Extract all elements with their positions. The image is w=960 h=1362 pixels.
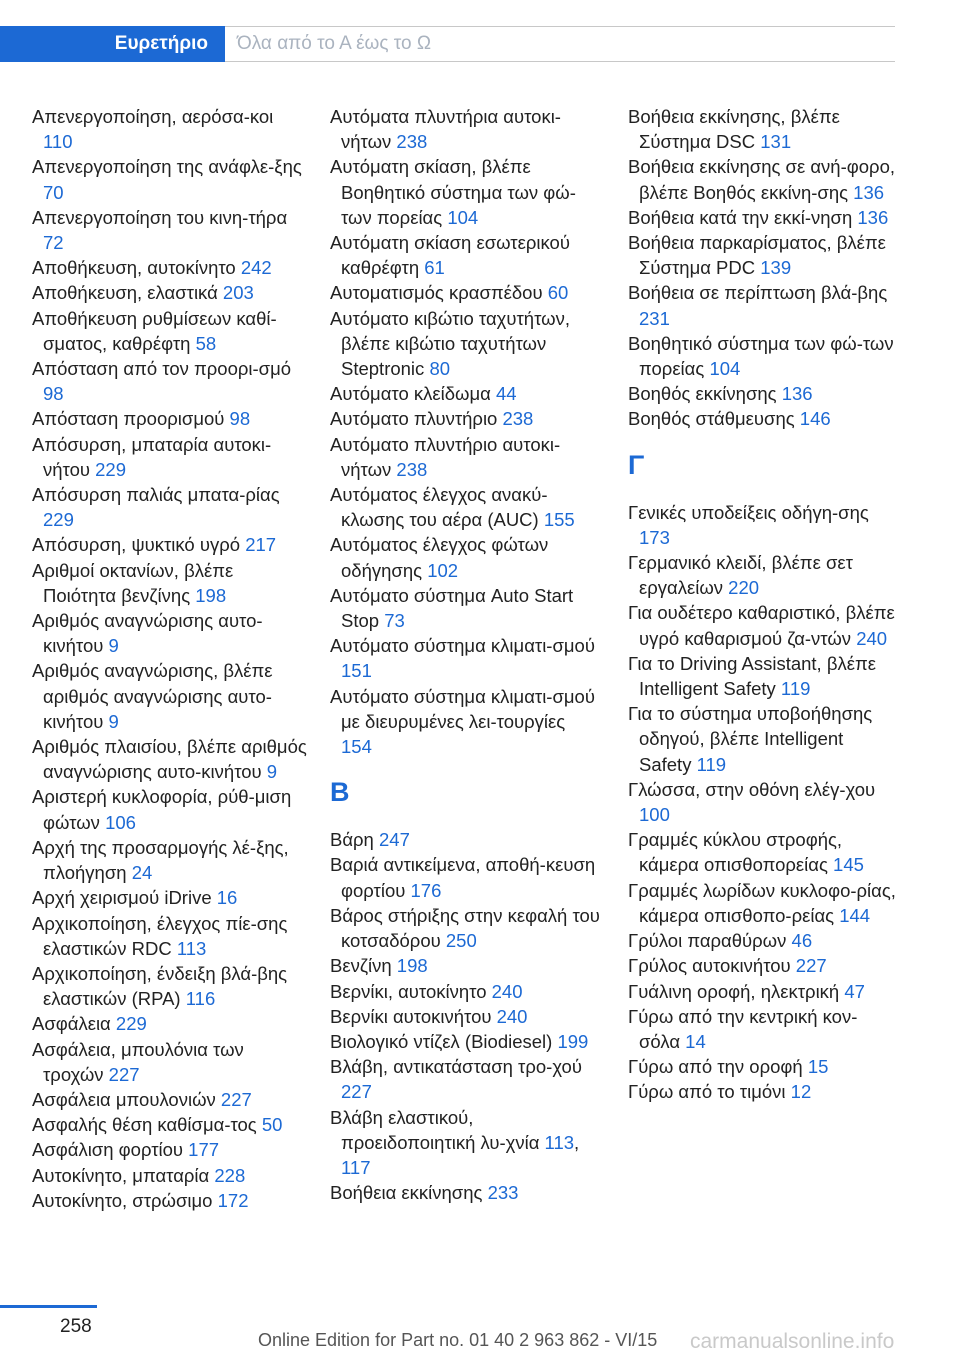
index-letter-heading: Γ [628, 449, 645, 480]
index-entry-text: Γρύλος αυτοκινήτου [628, 955, 796, 977]
index-entry-text: Βενζίνη [330, 955, 397, 977]
index-entry [628, 979, 898, 1004]
page-reference-link[interactable]: 73 [384, 610, 405, 632]
page-header [0, 26, 895, 62]
index-entry-text: Απόσυρση, μπαταρία αυτοκι-νήτου [32, 433, 272, 480]
page-reference-link[interactable]: 250 [445, 930, 477, 952]
index-entry [330, 104, 600, 154]
page-reference-link[interactable]: 217 [245, 534, 277, 556]
index-entry [32, 205, 307, 255]
page-reference-link[interactable]: 151 [341, 660, 372, 682]
index-entry: Βλάβη ελαστικού, προειδοποιητική λυ-χνία 113, 117 [330, 1106, 580, 1178]
page-reference-link[interactable]: 136 [781, 383, 813, 405]
page-reference-link[interactable]: 98 [43, 383, 64, 405]
index-entry-text: Αυτόματο κλείδωμα [330, 383, 496, 405]
page-reference-link[interactable]: 198 [195, 584, 227, 606]
index-entry-text: Ασφαλής θέση καθίσμα-τος [32, 1114, 262, 1136]
page-reference-link[interactable]: 14 [685, 1030, 706, 1052]
index-entry-text: Αριθμοί οκτανίων, βλέπε Ποιότητα βενζίνης [32, 559, 234, 606]
page-reference-link[interactable]: 110 [43, 131, 73, 153]
index-entry [330, 1029, 600, 1054]
page-reference-link[interactable]: 44 [495, 383, 517, 405]
index-entry-text: Αυτόματα πλυντήρια αυτοκι-νήτων [330, 106, 561, 153]
index-entry-text: Βαριά αντικείμενα, αποθή-κευση φορτίου [330, 854, 596, 901]
index-entry [32, 658, 307, 734]
page-reference-link[interactable]: 106 [105, 811, 136, 833]
page-reference-link[interactable]: 104 [447, 206, 479, 228]
index-entry-text: Γύρω από την οροφή [628, 1056, 808, 1078]
index-entry-text: Βοήθεια κατά την εκκί-νηση [628, 206, 858, 228]
page-reference-link[interactable]: 240 [496, 1005, 528, 1027]
index-entry [330, 1180, 600, 1205]
index-entry [330, 1004, 600, 1029]
page-reference-link[interactable]: 12 [790, 1081, 812, 1103]
index-column-3 [628, 104, 898, 1105]
page-reference-link[interactable]: 100 [639, 804, 670, 826]
index-entry-text: Γραμμές λωρίδων κυκλοφο-ρίας, κάμερα οπισθοπο-ρείας [628, 879, 896, 926]
index-entry [330, 953, 600, 978]
page-reference-link[interactable]: 172 [217, 1189, 249, 1211]
index-entry [32, 356, 307, 406]
index-entry-text: Ασφάλεια, μπουλόνια των τροχών [32, 1038, 244, 1085]
page-reference-link[interactable]: 227 [795, 955, 827, 977]
index-entry-text: Αριθμός αναγνώρισης, βλέπε αριθμός αναγνώρισης αυτο-κινήτου [32, 660, 273, 732]
page-reference-link[interactable]: 177 [188, 1139, 220, 1161]
index-entry-text: Αποθήκευση ρυθμίσεων καθί-σματος, καθρέφτη [32, 307, 277, 354]
page-reference-link[interactable]: 46 [791, 930, 813, 952]
page-reference-link[interactable]: 139 [760, 257, 792, 279]
index-entry [32, 558, 307, 608]
index-entry [32, 154, 307, 204]
index-entry-text: Γύρω από την κεντρική κον-σόλα [628, 1005, 858, 1052]
index-entry-text: Βερνίκι, αυτοκίνητο [330, 980, 492, 1002]
page-reference-link[interactable]: 229 [115, 1013, 147, 1035]
index-entry-text: Αυτόματο σύστημα κλιματι-σμού [330, 635, 595, 657]
page-reference-link[interactable]: 113 [544, 1131, 575, 1153]
page-reference-link[interactable]: 247 [379, 829, 410, 851]
index-entry-text: Αυτόματη σκίαση, βλέπε Βοηθητικό σύστημα των φώ-των πορείας [330, 156, 576, 228]
page-reference-link[interactable]: 229 [95, 458, 127, 480]
index-entry [32, 306, 307, 356]
page-reference-link[interactable]: 220 [728, 577, 760, 599]
watermark: carmanualsonline.info [690, 1330, 895, 1353]
index-entry [628, 928, 898, 953]
page-reference-link[interactable]: 47 [844, 980, 865, 1002]
index-entry-text: Αριθμός αναγνώρισης αυτο-κινήτου [32, 610, 263, 657]
index-entry-text: Αυτόματος έλεγχος φώτων οδήγησης [330, 534, 549, 581]
page-reference-link[interactable]: 198 [396, 955, 428, 977]
index-entry-text: Αρχή χειρισμού iDrive [32, 887, 217, 909]
index-entry-text: Αυτόματη σκίαση εσωτερικού καθρέφτη [330, 232, 570, 279]
page-reference-link[interactable]: 119 [780, 678, 811, 700]
index-entry-text: Βάρη [330, 829, 379, 851]
page-reference-link[interactable]: 176 [410, 879, 442, 901]
index-entry [32, 104, 307, 154]
index-entry [330, 979, 600, 1004]
index-entry [32, 406, 307, 431]
index-entry-text: Απενεργοποίηση, αερόσα-κοι [32, 106, 274, 127]
index-entry [32, 1163, 307, 1188]
page-number: 258 [60, 1316, 92, 1337]
index-entry-text: Βλάβη, αντικατάσταση τρο-χού [330, 1056, 582, 1078]
index-entry-text: Γλώσσα, στην οθόνη ελέγ-χου [628, 778, 876, 800]
index-entry-text: Βοήθεια εκκίνησης [330, 1182, 488, 1204]
page-reference-link[interactable]: 144 [839, 904, 871, 926]
index-entry [628, 500, 898, 550]
index-entry-text: Γενικές υποδείξεις οδήγη-σης [628, 501, 869, 523]
page-reference-link[interactable]: 154 [341, 736, 372, 758]
index-entry [628, 827, 898, 877]
index-entry-text: Αυτόματο πλυντήριο [330, 408, 503, 430]
page-reference-link[interactable]: 15 [807, 1056, 829, 1078]
page-reference-link[interactable]: 203 [222, 282, 254, 304]
index-entry [628, 280, 898, 330]
page-reference-link[interactable]: 9 [266, 761, 278, 783]
index-entry [330, 482, 600, 532]
index-entry [628, 1004, 898, 1054]
page-reference-link[interactable]: 98 [229, 408, 251, 430]
index-entry-text: Αυτόματο πλυντήριο αυτοκι-νήτων [330, 433, 561, 480]
index-entry-text: Αυτόματο κιβώτιο ταχυτήτων, βλέπε κιβώτιο ταχυτήτων Steptronic [330, 307, 570, 380]
index-entry [32, 784, 307, 834]
index-entry-text: Γυάλινη οροφή, ηλεκτρική [628, 980, 845, 1002]
index-entry [32, 1087, 307, 1112]
index-entry [628, 104, 898, 154]
index-entry-text: Βιολογικό ντίζελ (Biodiesel) [330, 1030, 558, 1052]
index-entry [330, 406, 600, 431]
index-entry-text: Γρύλοι παραθύρων [628, 930, 792, 952]
index-entry [32, 1137, 307, 1162]
index-entry-text: Αρχικοποίηση, ένδειξη βλά-βης ελαστικών (RPA) [32, 962, 288, 1010]
index-entry [32, 1188, 307, 1213]
index-entry-text: Γερμανικό κλειδί, βλέπε σετ εργαλείων [628, 552, 853, 599]
index-entry [330, 381, 600, 406]
index-entry-text: Αυτόματο σύστημα κλιματι-σμού με διευρυμένες λει-τουργίες [330, 685, 595, 732]
index-entry-text: Ασφάλεια μπουλονιών [32, 1088, 221, 1110]
page-reference-link[interactable]: 228 [214, 1164, 246, 1186]
index-entry [330, 230, 600, 280]
index-entry-text: Αυτοκίνητο, στρώσιμο [32, 1189, 218, 1211]
index-entry-text: Αποθήκευση, ελαστικά [32, 282, 223, 304]
index-entry-text: Βοήθεια παρκαρίσματος, βλέπε Σύστημα PDC [628, 232, 886, 279]
index-entry [628, 1079, 898, 1104]
index-entry [628, 154, 898, 204]
page-reference-link[interactable]: 61 [424, 257, 445, 279]
index-entry [32, 835, 307, 885]
index-entry [628, 701, 898, 777]
page-reference-link[interactable]: 9 [108, 635, 119, 657]
index-entry-text: Απόσταση από τον προορι-σμό [32, 358, 292, 380]
index-entry-text: Αριθμός πλαισίου, βλέπε αριθμός αναγνώρισης αυτο-κινήτου [32, 736, 307, 783]
footer-rule [0, 1305, 97, 1308]
index-entry-text: Γύρω από το τιμόνι [628, 1081, 791, 1103]
page-reference-link[interactable]: 119 [696, 753, 727, 775]
page-reference-link[interactable]: 50 [261, 1114, 283, 1136]
page-reference-link[interactable]: 238 [502, 408, 534, 430]
index-entry [628, 600, 898, 650]
index-entry [32, 734, 307, 784]
index-entry [628, 230, 898, 280]
index-entry [32, 1037, 307, 1087]
page-reference-link[interactable]: 233 [487, 1182, 519, 1204]
page-reference-link[interactable]: 229 [43, 509, 74, 531]
index-entry-text: Βοήθεια εκκίνησης σε ανή-φορο, βλέπε Βοηθός εκκίνη-σης [628, 156, 895, 203]
page-reference-link[interactable]: 227 [108, 1063, 140, 1085]
index-entry [32, 1011, 307, 1036]
page-reference-link[interactable]: 70 [43, 181, 64, 203]
index-entry [330, 903, 600, 953]
page-reference-link[interactable]: 117 [341, 1156, 371, 1178]
index-entry [32, 961, 307, 1011]
index-entry-text: Αυτόματος έλεγχος ανακύ-κλωσης του αέρα (AUC) [330, 484, 548, 531]
index-entry [628, 1054, 898, 1079]
page-reference-link[interactable]: 116 [185, 988, 216, 1010]
index-entry [628, 953, 898, 978]
page-reference-link[interactable]: 242 [240, 257, 272, 279]
index-entry [32, 432, 307, 482]
index-entry-text: Βοηθός στάθμευσης [628, 408, 800, 430]
index-entry-text: Βλάβη ελαστικού, προειδοποιητική λυ-χνία [330, 1106, 545, 1153]
index-entry-text: Βάρος στήριξης στην κεφαλή του κοτσαδόρου [330, 904, 600, 952]
page-reference-link[interactable]: 9 [108, 710, 119, 732]
index-entry [628, 205, 898, 230]
index-entry-text: Για το σύστημα υποβοήθησης οδηγού, βλέπε Intelligent Safety [628, 703, 873, 775]
index-entry [628, 878, 898, 928]
section-tab-a-to-z[interactable]: Όλα από το Α έως το Ω [225, 26, 895, 62]
index-column-2 [330, 104, 600, 1205]
index-entry [628, 406, 898, 431]
index-entry [32, 280, 307, 305]
page-reference-link[interactable]: 102 [427, 559, 459, 581]
page-reference-link[interactable]: 104 [709, 358, 741, 380]
index-entry [330, 684, 600, 760]
index-entry-text: Βοηθός εκκίνησης [628, 383, 782, 405]
page-reference-link[interactable]: 240 [856, 627, 888, 649]
page-reference-link[interactable]: 238 [396, 131, 428, 153]
page-reference-link[interactable]: 131 [760, 131, 792, 153]
index-entry [32, 482, 307, 532]
index-entry-text: Βοήθεια εκκίνησης, βλέπε Σύστημα DSC [628, 106, 840, 153]
index-entry [330, 852, 600, 902]
index-entry [330, 633, 600, 683]
index-entry-text: Ασφάλεια [32, 1013, 116, 1035]
page-reference-link[interactable]: 80 [429, 358, 451, 380]
index-entry-text: Αρχικοποίηση, έλεγχος πίε-σης ελαστικών RDC [32, 912, 288, 959]
page-reference-link[interactable]: 227 [220, 1088, 252, 1110]
edition-note: Online Edition for Part no. 01 40 2 963 862 - VI/15 [258, 1330, 658, 1350]
page-reference-link[interactable]: 113 [176, 937, 207, 959]
index-entry-text: Αρχή της προσαρμογής λέ-ξης, πλοήγηση [32, 836, 289, 884]
index-entry-text: Αυτοκίνητο, μπαταρία [32, 1164, 215, 1186]
index-entry-text: Αποθήκευση, αυτοκίνητο [32, 257, 241, 279]
index-entry-text: Βοήθεια σε περίπτωση βλά-βης [628, 282, 888, 304]
index-letter-heading: Β [330, 777, 350, 808]
index-entry [330, 306, 600, 382]
index-entry [628, 550, 898, 600]
page-reference-link[interactable]: 238 [396, 458, 428, 480]
index-entry-text: Ασφάλιση φορτίου [32, 1139, 189, 1161]
page-reference-link[interactable]: 227 [341, 1081, 372, 1103]
index-entry-text: Απόσταση προορισμού [32, 408, 230, 430]
page-reference-link[interactable]: 199 [557, 1030, 589, 1052]
index-entry [330, 1054, 600, 1104]
page-reference-link[interactable]: 155 [543, 509, 575, 531]
section-tab-index[interactable]: Ευρετήριο [0, 26, 225, 62]
index-entry [628, 651, 898, 701]
page-reference-link[interactable]: 173 [639, 526, 670, 548]
page-reference-link[interactable]: 24 [131, 862, 153, 884]
index-entry [330, 280, 600, 305]
page-reference-link[interactable]: 58 [195, 332, 217, 354]
index-entry [628, 381, 898, 406]
index-entry-text: Αριστερή κυκλοφορία, ρύθ-μιση φώτων [32, 786, 292, 833]
index-entry [628, 331, 898, 381]
index-entry-text: Αυτοματισμός κρασπέδου [330, 282, 548, 304]
index-entry [628, 777, 898, 827]
index-entry [330, 583, 600, 633]
index-entry-text: Απενεργοποίηση της ανάφλε-ξης [32, 156, 302, 178]
index-entry-text: Βερνίκι αυτοκινήτου [330, 1005, 497, 1027]
index-entry-text: Γραμμές κύκλου στροφής, κάμερα οπισθοπορείας [628, 829, 843, 876]
index-entry [32, 911, 307, 961]
page-reference-link[interactable]: 240 [491, 980, 523, 1002]
index-entry [330, 432, 600, 482]
index-entry [32, 1112, 307, 1137]
index-entry-text: Βοηθητικό σύστημα των φώ-των πορείας [628, 332, 894, 380]
index-entry-text: Αυτόματο σύστημα Auto Start Stop [330, 584, 574, 632]
page-reference-link[interactable]: 145 [833, 854, 864, 876]
page-reference-link[interactable]: 72 [43, 232, 64, 254]
index-entry-text: Για ουδέτερο καθαριστικό, βλέπε υγρό καθαρισμού ζα-ντών [628, 602, 895, 649]
index-entry [330, 154, 600, 230]
index-entry-text: Απενεργοποίηση του κινη-τήρα [32, 206, 288, 228]
index-entry [32, 532, 307, 557]
index-entry-text: Για το Driving Assistant, βλέπε Intelligent Safety [628, 652, 876, 700]
index-entry-text: Απόσυρση παλιάς μπατα-ρίας [32, 484, 280, 506]
page-reference-link[interactable]: 231 [639, 307, 670, 329]
index-column-1 [32, 104, 307, 1213]
index-entry [32, 885, 307, 910]
page-reference-link[interactable]: 146 [799, 408, 831, 430]
page-reference-link[interactable]: 136 [857, 206, 889, 228]
page-reference-link[interactable]: 60 [547, 282, 569, 304]
index-entry [330, 827, 600, 852]
index-entry [32, 255, 307, 280]
index-entry [32, 608, 307, 658]
page-reference-link[interactable]: 16 [216, 887, 238, 909]
page-reference-link[interactable]: 136 [853, 181, 885, 203]
index-entry-text: Απόσυρση, ψυκτικό υγρό [32, 534, 246, 556]
index-entry [330, 532, 600, 582]
